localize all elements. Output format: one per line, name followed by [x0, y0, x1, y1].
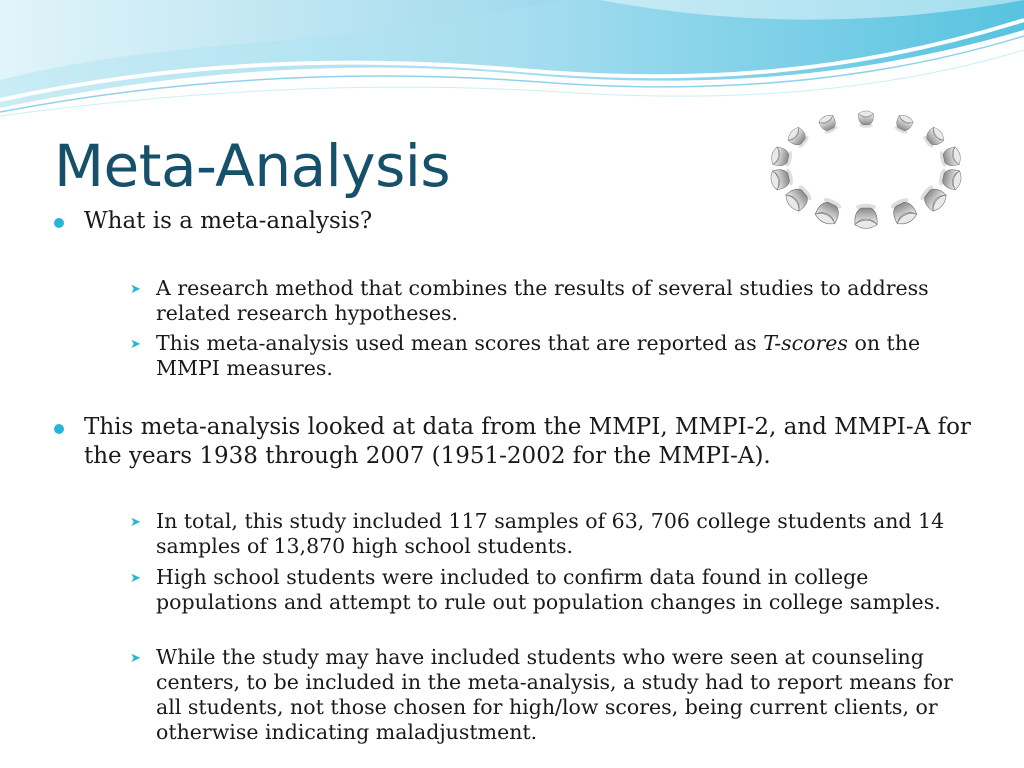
chair-shape	[783, 183, 814, 214]
sub-bullet-text: High school students were included to confirm data found in college populations and attempt to rule out population changes in college samples.	[156, 565, 941, 614]
bullet-text: What is a meta-analysis?	[84, 208, 373, 234]
chair-shape	[818, 113, 840, 135]
italic-term: T-scores	[763, 331, 848, 355]
chair-shape	[918, 183, 949, 214]
chair-shape	[786, 125, 811, 149]
arrowhead-icon: ➤	[130, 571, 141, 586]
arrowhead-icon: ➤	[130, 515, 141, 530]
sub-bullet-text: While the study may have included students who were seen at counseling centers, to be included in the meta-analysis, a study had to report means for all students, not those chosen for high/low scores, being current clients, or otherwise indicating maladjustment.	[156, 645, 953, 744]
chair-shape	[770, 146, 794, 168]
chair-shape	[813, 196, 843, 227]
text-run: This meta-analysis used mean scores that are reported as	[156, 331, 764, 355]
chair-shape	[858, 111, 873, 128]
chair-shape	[893, 113, 915, 135]
sub-bullet-text: A research method that combines the results of several studies to address related research hypotheses.	[156, 276, 929, 325]
slide-title: Meta-Analysis	[54, 132, 451, 200]
sub-bullet-text: In total, this study included 117 samples of 63, 706 college students and 14 samples of 13,870 high school students.	[156, 509, 945, 558]
chair-shape	[855, 204, 877, 229]
bullet-text: This meta-analysis looked at data from the MMPI, MMPI-2, and MMPI-A for the years 1938 through 2007 (1951-2002 for the MMPI-A).	[84, 414, 971, 469]
text-run: on the MMPI measures.	[156, 331, 921, 380]
sub-bullet-text	[156, 331, 966, 381]
chair-shape	[769, 167, 794, 191]
chair-shape	[888, 196, 918, 227]
round-bullet-icon	[54, 424, 64, 434]
arrowhead-icon: ➤	[130, 337, 141, 352]
arrowhead-icon: ➤	[130, 282, 141, 297]
chair-shape	[937, 167, 962, 191]
round-bullet-icon	[54, 218, 64, 228]
arrowhead-icon: ➤	[130, 651, 141, 666]
chair-shape	[939, 146, 963, 168]
chair-shape	[921, 125, 946, 149]
circle-of-chairs-illustration	[750, 90, 982, 260]
